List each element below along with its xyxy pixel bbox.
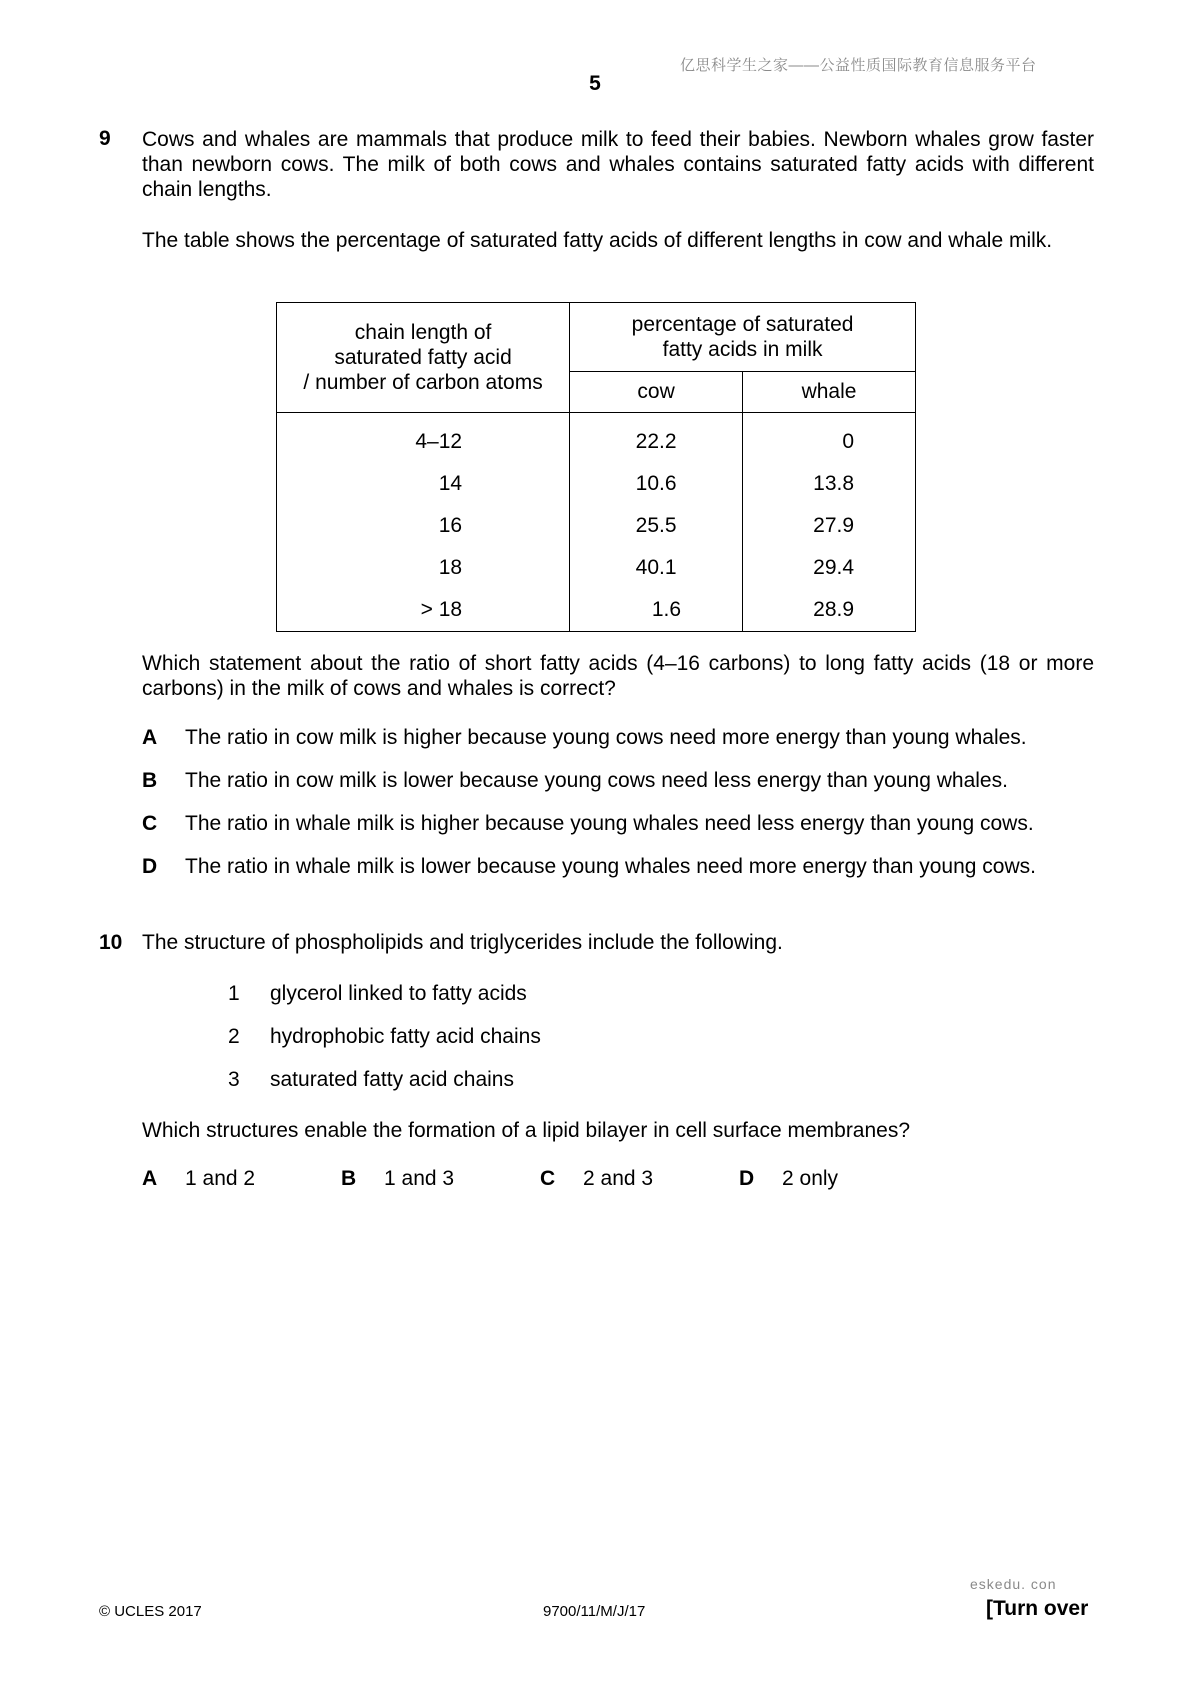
turn-over-label: [Turn over [986,1597,1089,1620]
q10-option-b-letter: B [341,1167,357,1190]
q10-option-c-letter: C [540,1167,556,1190]
length-cell: 4–12 [415,430,463,453]
col1-header-line-2: saturated fatty acid [334,346,512,369]
list-item-number: 1 [228,982,240,1005]
group-header [570,303,916,372]
q10-option-a-letter: A [142,1167,158,1190]
table-row [277,413,916,464]
col1-header-line-3: / number of carbon atoms [303,371,543,394]
footer-paper-code: 9700/11/M/J/17 [543,1603,646,1620]
length-cell: 18 [438,556,463,579]
table-row [277,547,916,589]
cow-header: cow [570,372,743,413]
option-c-letter: C [142,812,158,835]
footer-copyright: © UCLES 2017 [99,1603,202,1620]
option-a-text: The ratio in cow milk is higher because young cows need more energy than young whales. [185,726,1027,749]
option-d-letter: D [142,855,158,878]
list-item-number: 2 [228,1025,240,1048]
q10-option-b-text: 1 and 3 [384,1167,455,1190]
table-row [277,463,916,505]
list-item-text: glycerol linked to fatty acids [270,982,527,1005]
list-item-text: saturated fatty acid chains [270,1068,514,1091]
option-a-letter: A [142,726,158,749]
whale-cell: 13.8 [813,472,855,495]
option-b-letter: B [142,769,158,792]
q10-option-d-letter: D [739,1167,755,1190]
cow-cell: 25.5 [570,505,743,547]
length-cell: 14 [438,472,463,495]
fatty-acid-table [276,302,916,632]
question-10-intro: The structure of phospholipids and triglycerides include the following. [142,931,783,954]
group-header-line-1: percentage of saturated [631,313,854,336]
cow-cell: 22.2 [570,413,743,464]
cow-cell: 40.1 [570,547,743,589]
cow-cell: 10.6 [570,463,743,505]
table-row [277,589,916,632]
list-item-number: 3 [228,1068,240,1091]
whale-cell: 27.9 [813,514,855,537]
option-b-text: The ratio in cow milk is lower because young cows need less energy than young whales. [185,769,1008,792]
table-row [277,505,916,547]
question-9-number: 9 [99,127,111,150]
whale-cell: 0 [842,430,855,453]
whale-cell: 29.4 [813,556,855,579]
col1-header-line-1: chain length of [354,321,492,344]
whale-cell: 28.9 [813,598,855,621]
question-10-stem: Which structures enable the formation of a lipid bilayer in cell surface membranes? [142,1119,911,1142]
col1-header [277,303,570,413]
cow-cell: 1.6 [651,598,682,621]
group-header-line-2: fatty acids in milk [662,338,823,361]
page-number: 5 [589,72,601,95]
q10-option-a-text: 1 and 2 [185,1167,256,1190]
length-cell: 16 [438,514,463,537]
option-d-text: The ratio in whale milk is lower because young whales need more energy than young cows. [185,855,1036,878]
whale-header: whale [743,372,916,413]
header-watermark: 亿思科学生之家——公益性质国际教育信息服务平台 [680,57,1037,74]
q10-option-d-text: 2 only [782,1167,839,1190]
footer-watermark: eskedu. con [970,1576,1057,1592]
q10-option-c-text: 2 and 3 [583,1167,654,1190]
option-c-text: The ratio in whale milk is higher because young whales need less energy than young cows. [185,812,1034,835]
question-10-number: 10 [99,931,123,954]
question-9-stem: Which statement about the ratio of short fatty acids (4–16 carbons) to long fatty acids (18 or more carbons) in the milk of cows and whales is correct? [142,652,1094,700]
question-9-table-intro: The table shows the percentage of saturated fatty acids of different lengths in cow and whale milk. [142,229,1053,252]
question-9-intro: Cows and whales are mammals that produce milk to feed their babies. Newborn whales grow faster than newborn cows. The milk of both cows and whales contains saturated fatty acids with different chain lengths. [142,128,1094,201]
list-item-text: hydrophobic fatty acid chains [270,1025,541,1048]
length-cell: > 18 [420,598,463,621]
